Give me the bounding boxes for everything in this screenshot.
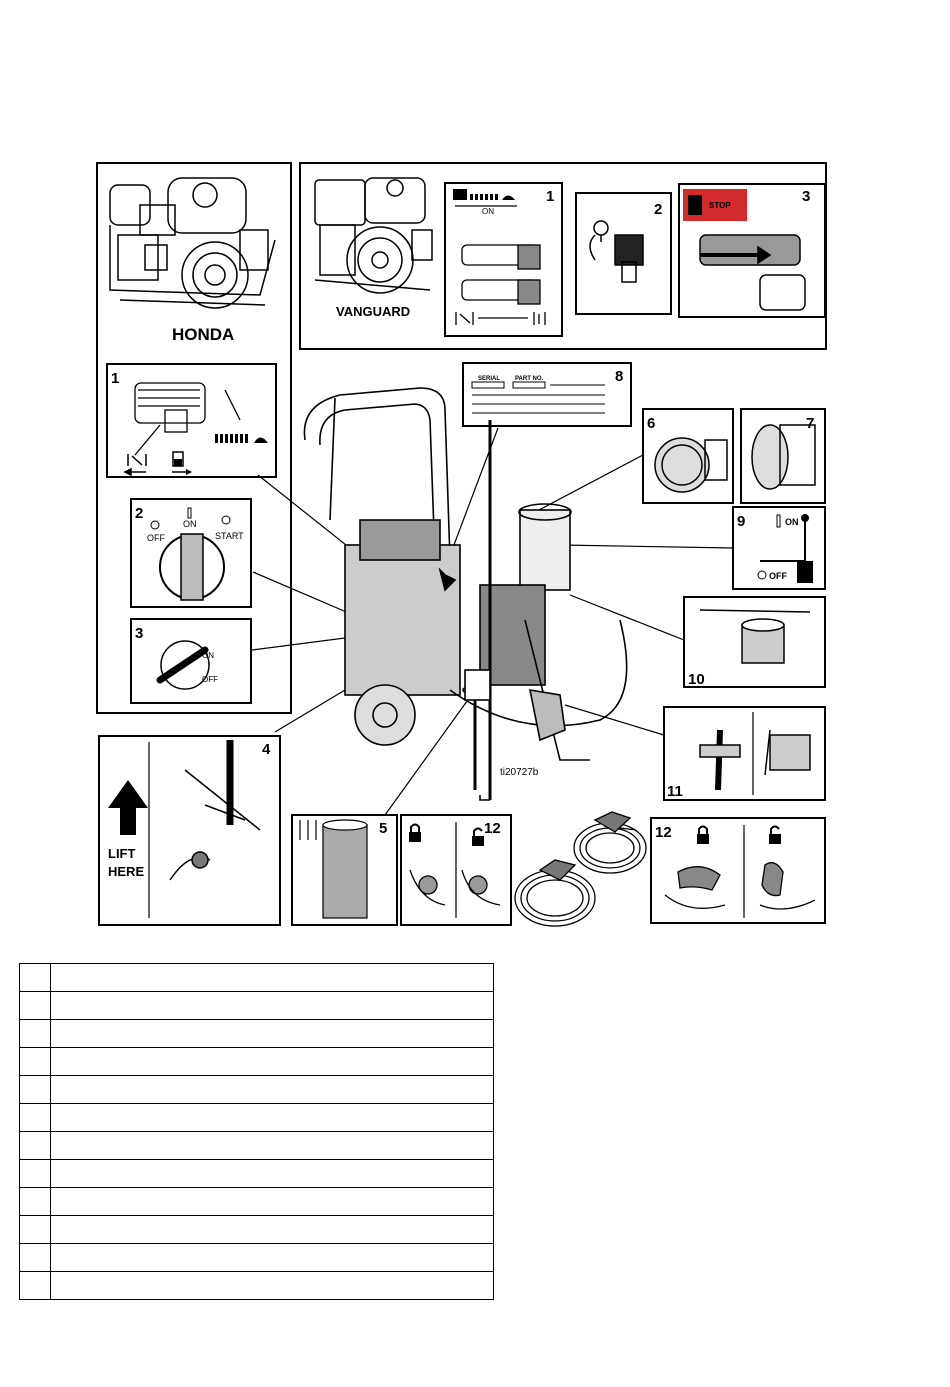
pump-on-label: ON	[785, 517, 799, 527]
fuel-icon	[172, 452, 192, 475]
honda-step-2-number: 2	[135, 505, 144, 522]
step-10-number: 10	[688, 671, 705, 688]
vanguard-on-label: ON	[482, 207, 494, 216]
table-row	[20, 1216, 494, 1244]
honda-step-1-number: 1	[111, 370, 120, 387]
table-row	[20, 1244, 494, 1272]
lock-open-icon-right	[769, 827, 781, 845]
row-number	[20, 1216, 51, 1244]
row-number	[20, 1020, 51, 1048]
row-number	[20, 964, 51, 992]
row-text	[51, 1020, 494, 1048]
serial-label-lines	[472, 382, 605, 413]
table-row	[20, 1048, 494, 1076]
gun-trigger-lock-illustration-right	[665, 863, 815, 909]
pressure-knob-illustration	[655, 438, 727, 492]
step-12-number-right: 12	[655, 824, 672, 841]
table-row	[20, 1020, 494, 1048]
filter-cap-illustration	[700, 610, 810, 663]
vanguard-engine-illustration	[315, 178, 432, 293]
honda-title: HONDA	[172, 325, 235, 344]
gun-lock-panel-right	[651, 818, 825, 923]
table-row	[20, 1188, 494, 1216]
ignition-start-label: START	[215, 531, 244, 541]
step-8-number: 8	[615, 368, 624, 385]
row-number	[20, 992, 51, 1020]
lift-arrow-icon	[108, 780, 148, 835]
honda-engine-illustration	[110, 178, 275, 308]
table-row	[20, 1132, 494, 1160]
tube-illustration	[300, 820, 367, 918]
honda-throttle-panel	[107, 364, 276, 477]
fuel-valve-on-label: ON	[202, 651, 214, 660]
honda-step-3-number: 3	[135, 625, 144, 642]
vanguard-throttle-scale-icon	[453, 189, 517, 206]
sprayer-illustration	[304, 388, 626, 800]
fuel-valve-lever-icon	[160, 650, 205, 680]
prime-knob-illustration	[752, 425, 815, 489]
choke-icon	[125, 454, 146, 475]
lock-open-icon	[472, 829, 484, 847]
row-text	[51, 1132, 494, 1160]
throttle-scale-icon	[215, 434, 268, 443]
step-4-number: 4	[262, 741, 271, 758]
vanguard-step-1-number: 1	[546, 188, 555, 205]
parts-table	[19, 963, 494, 1300]
row-number	[20, 1132, 51, 1160]
vanguard-choke-scale	[456, 312, 545, 325]
row-text	[51, 1104, 494, 1132]
row-number	[20, 1188, 51, 1216]
vanguard-title: VANGUARD	[336, 304, 411, 319]
row-number	[20, 1048, 51, 1076]
table-row	[20, 1160, 494, 1188]
part-no-field-label: PART NO.	[515, 376, 544, 382]
row-number	[20, 1272, 51, 1300]
ignition-off-label: OFF	[147, 533, 165, 543]
row-text	[51, 1048, 494, 1076]
table-row	[20, 1104, 494, 1132]
vanguard-stop-lever-illustration	[700, 235, 805, 310]
row-number	[20, 1076, 51, 1104]
lock-closed-icon-right	[697, 827, 709, 845]
ignition-on-label: ON	[183, 519, 197, 529]
stop-label: STOP	[709, 201, 731, 210]
vanguard-step-3-number: 3	[802, 188, 811, 205]
lift-label-line-1: LIFT	[108, 846, 136, 861]
lock-closed-icon	[409, 825, 421, 843]
fuel-valve-off-label: OFF	[202, 675, 218, 684]
vanguard-lever-illustration	[462, 245, 540, 304]
row-text	[51, 1244, 494, 1272]
lift-label-line-2: HERE	[108, 864, 145, 879]
table-row	[20, 992, 494, 1020]
step-5-number: 5	[379, 820, 388, 837]
ignition-key-icon	[181, 534, 203, 600]
row-text	[51, 992, 494, 1020]
row-number	[20, 1244, 51, 1272]
step-7-number: 7	[806, 415, 815, 432]
table-row	[20, 964, 494, 992]
step-12-number-left: 12	[484, 820, 501, 837]
vanguard-key-illustration	[590, 221, 643, 282]
step-11-number: 11	[667, 783, 683, 800]
row-text	[51, 1216, 494, 1244]
row-text	[51, 1160, 494, 1188]
honda-throttle-illustration	[135, 383, 240, 455]
figure-tag: ti20727b	[500, 767, 539, 778]
row-number	[20, 1160, 51, 1188]
pump-off-label: OFF	[769, 571, 787, 581]
row-text	[51, 1188, 494, 1216]
step-9-number: 9	[737, 513, 746, 530]
gun-trigger-lock-illustration-left	[410, 870, 500, 905]
step-6-number: 6	[647, 415, 656, 432]
table-row	[20, 1076, 494, 1104]
vanguard-step-2-number: 2	[654, 201, 663, 218]
row-text	[51, 1272, 494, 1300]
row-number	[20, 1104, 51, 1132]
table-row	[20, 1272, 494, 1300]
serial-field-label: SERIAL	[478, 376, 501, 382]
row-text	[51, 1076, 494, 1104]
row-text	[51, 964, 494, 992]
lift-illustration	[170, 740, 260, 880]
drain-valve-illustration	[700, 730, 810, 790]
